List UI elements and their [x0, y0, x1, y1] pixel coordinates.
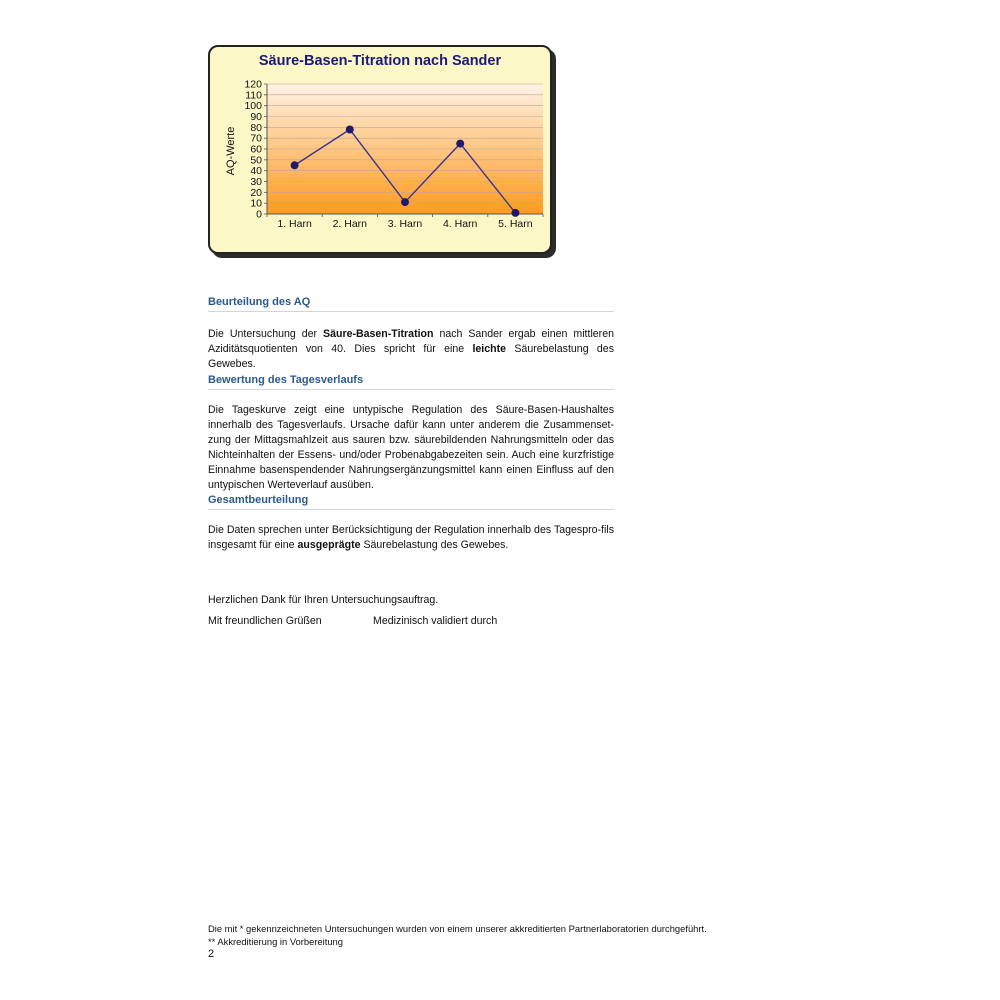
y-axis-label: AQ-Werte [225, 126, 237, 176]
closing-greeting: Mit freundlichen Grüßen [208, 615, 322, 627]
y-tick-label: 80 [250, 121, 262, 134]
text-run: Säurebelastung des Gewebes. [360, 539, 509, 551]
y-tick-label: 100 [244, 100, 262, 113]
y-tick-label: 10 [250, 197, 262, 210]
x-tick-label: 2. Harn [332, 218, 368, 230]
data-point [291, 161, 299, 169]
y-tick-label: 30 [250, 176, 262, 188]
section-gesamtbeurteilung [208, 494, 614, 553]
y-tick-label: 90 [250, 111, 262, 123]
section-text [208, 327, 614, 372]
section-tagesverlauf [208, 374, 614, 493]
y-tick-label: 20 [250, 186, 262, 199]
bold-phrase: leichte [472, 343, 507, 355]
bold-phrase: Säure-Basen-Titration [323, 328, 434, 340]
text-run: Die Tageskurve zeigt eine untypische Regulation des Säure-Basen-Haushaltes innerhalb des Tagesverlaufs. Ursache dafür kann unter anderem die Zusammenset-zung der Mittagsmahlzeit aus sauren bzw. säurebildenden Nahrungsmitteln oder das Nichteinhalten der Essens- und/oder Probenabgabezeiten sein. Auch eine kurzfristige Einnahme basenspendender Nahrungsergänzungsmittel kann einen Einfluss auf den untypischen Werteverlauf ausüben. [208, 404, 614, 491]
y-tick-label: 40 [250, 165, 262, 178]
x-tick-labels [277, 218, 532, 230]
x-tick-label: 4. Harn [442, 218, 478, 230]
bold-phrase: ausgeprägte [297, 539, 361, 551]
y-tick-label: 0 [256, 208, 262, 221]
section-text [208, 403, 614, 493]
section-title: Bewertung des Tagesverlaufs [208, 374, 614, 390]
x-tick-label: 1. Harn [277, 218, 312, 230]
data-point [401, 198, 409, 206]
data-point [511, 209, 519, 217]
text-run: Die Untersuchung der [208, 328, 324, 340]
section-title: Gesamtbeurteilung [208, 494, 614, 510]
text-run: Säurebelastung des Gewebes. [208, 343, 614, 370]
footer-note-accredited: Die mit * gekennzeichneten Untersuchungen wurden von einem unserer akkreditierten Partnerlaboratorien durchgeführt. [208, 923, 707, 934]
text-run: nach Sander ergab einen mittleren Aziditätsquotienten von 40. Dies spricht für eine [208, 328, 614, 355]
footer-note-accreditation: ** Akkreditierung in Vorbereitung [208, 936, 343, 947]
section-text [208, 523, 614, 553]
y-tick-label: 70 [250, 132, 262, 145]
closing-validated: Medizinisch validiert durch [373, 615, 498, 627]
y-tick-labels [244, 79, 262, 221]
y-tick-label: 110 [245, 89, 262, 102]
chart-title: Säure-Basen-Titration nach Sander [258, 53, 502, 69]
text-run: Die Daten sprechen unter Berücksichtigung der Regulation innerhalb des Tagespro-fils insgesamt für eine [208, 524, 614, 551]
section-title: Beurteilung des AQ [208, 296, 614, 312]
chart-svg [210, 47, 550, 252]
y-tick-label: 120 [244, 78, 262, 91]
data-point [346, 126, 354, 134]
section-beurteilung-aq [208, 296, 614, 372]
chart-panel [208, 45, 552, 254]
y-tick-label: 60 [250, 143, 262, 156]
x-tick-label: 5. Harn [498, 218, 533, 230]
closing-thanks: Herzlichen Dank für Ihren Untersuchungsauftrag. [208, 594, 439, 606]
x-tick-label: 3. Harn [387, 218, 423, 230]
data-point [456, 140, 464, 148]
page-number: 2 [208, 948, 215, 960]
y-tick-label: 50 [250, 154, 262, 167]
